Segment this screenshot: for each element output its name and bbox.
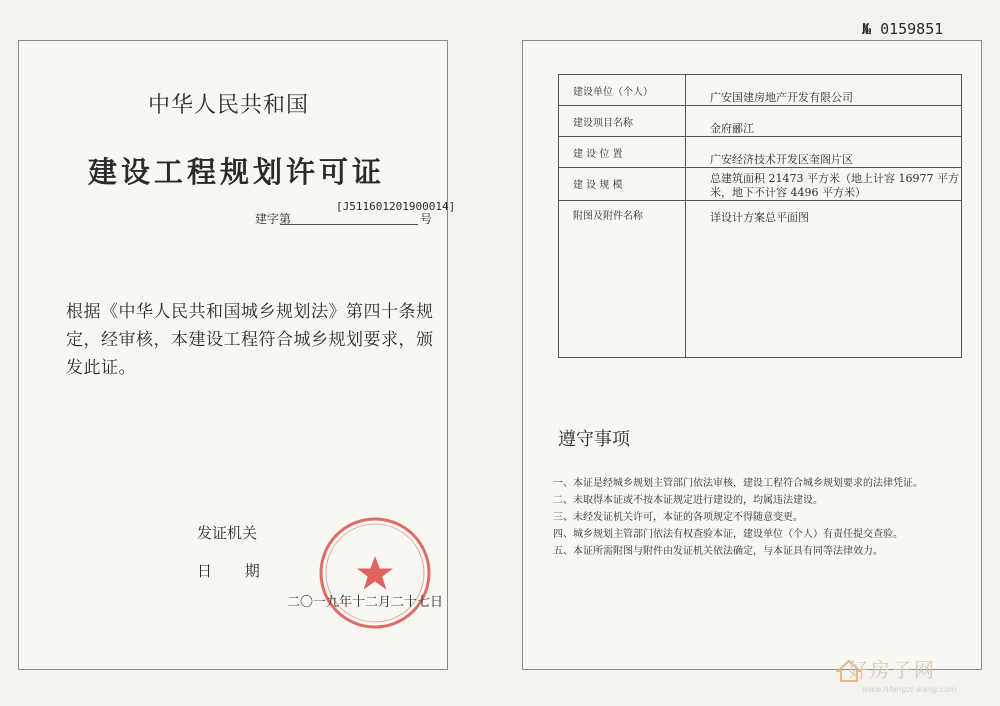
watermark-url: www.hfangzi wang.com <box>862 685 957 694</box>
issuer-label: 发证机关 <box>197 524 258 542</box>
certificate-title: 建设工程规划许可证 <box>88 155 386 189</box>
serial-value: 0159851 <box>880 20 944 38</box>
seal-star-icon <box>357 556 393 590</box>
serial-prefix: № <box>862 20 872 38</box>
table-row <box>559 137 962 168</box>
note-item: 一、本证是经城乡规划主管部门依法审核，建设工程符合城乡规划要求的法律凭证。 <box>553 478 923 489</box>
row-value: 总建筑面积 21473 平方米（地上计容 16977 平方米，地下不计容 4496 平方米） <box>686 168 962 201</box>
table-row <box>559 168 962 201</box>
table-row <box>559 75 962 106</box>
row-label: 建 设 位 置 <box>559 137 686 168</box>
official-seal <box>318 516 432 630</box>
note-item: 五、本证所需附图与附件由发证机关依法确定，与本证具有同等法律效力。 <box>553 546 883 557</box>
certificate-suffix: 号 <box>420 212 433 226</box>
row-value: 广安经济技术开发区奎阁片区 <box>686 137 962 168</box>
notes-list <box>553 475 963 560</box>
row-label: 建设项目名称 <box>559 106 686 137</box>
row-label: 建设单位（个人） <box>559 75 686 106</box>
project-info-table <box>558 74 962 358</box>
certificate-number: [J511601201900014] <box>336 200 456 213</box>
note-item: 二、未取得本证或不按本证规定进行建设的，均属违法建设。 <box>553 495 823 506</box>
row-label: 附图及附件名称 <box>559 201 686 358</box>
note-item: 四、城乡规划主管部门依法有权查验本证，建设单位（个人）有责任提交查验。 <box>553 529 903 540</box>
note-item: 三、未经发证机关许可，本证的各项规定不得随意变更。 <box>553 512 803 523</box>
table-row <box>559 106 962 137</box>
row-label: 建 设 规 模 <box>559 168 686 201</box>
watermark-logo: 好房子网 <box>848 658 936 682</box>
certificate-prefix: 建字第 <box>255 212 292 226</box>
notes-title: 遵守事项 <box>558 429 630 450</box>
row-value: 广安国建房地产开发有限公司 <box>686 75 962 106</box>
issue-date: 二〇一九年十二月二十七日 <box>287 595 444 610</box>
row-value: 金府郦江 <box>686 106 962 137</box>
certificate-number-line <box>280 224 418 225</box>
row-value: 详设计方案总平面图 <box>686 201 962 358</box>
serial-number <box>862 20 943 38</box>
certificate-body-text: 根据《中华人民共和国城乡规划法》第四十条规定，经审核，本建设工程符合城乡规划要求，颁发此证。 <box>66 302 434 378</box>
table-row <box>559 201 962 358</box>
date-label: 日 期 <box>197 562 274 580</box>
country-heading: 中华人民共和国 <box>148 93 310 118</box>
